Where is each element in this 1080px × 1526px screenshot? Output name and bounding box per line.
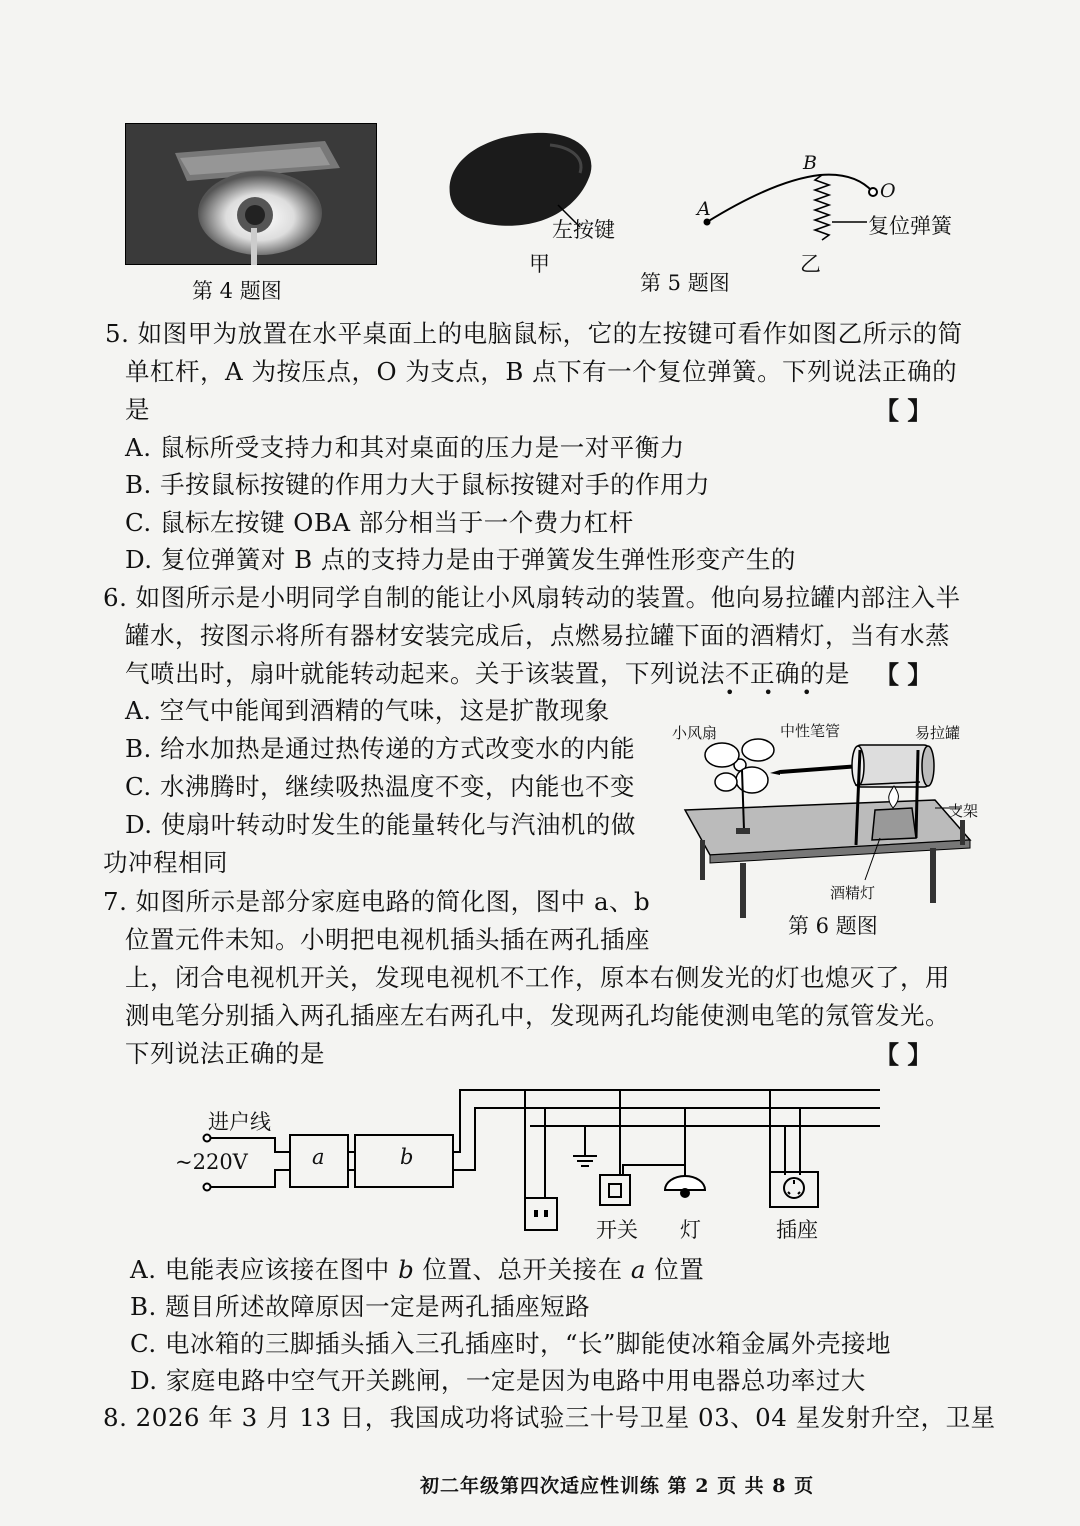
q7-stem-line4: 测电笔分别插入两孔插座左右两孔中，发现两孔均能使测电笔的氖管发光。 xyxy=(125,1001,950,1030)
fig4-photo xyxy=(125,123,377,265)
fig6-caption: 第 6 题图 xyxy=(788,914,878,938)
q6-emphasis-text: 不正确 xyxy=(725,659,800,688)
q6-stem-line3-start: 气喷出时，扇叶就能转动起来。关于该装置，下列说法 xyxy=(125,659,725,688)
q5-stem-line1: 5. 如图甲为放置在水平桌面上的电脑鼠标，它的左按键可看作如图乙所示的简 xyxy=(105,319,963,348)
q6-stem-line3-end: 的是 xyxy=(800,659,850,688)
q7-option-c: C. 电冰箱的三脚插头插入三孔插座时，“长”脚能使冰箱金属外壳接地 xyxy=(130,1329,891,1358)
q7-answer-bracket[interactable]: 【 】 xyxy=(875,1040,932,1069)
q8-stem-line1: 8. 2026 年 3 月 13 日，我国成功将试验三十号卫星 03、04 星发射升空，卫星 xyxy=(103,1403,996,1432)
q6-stem-line2: 罐水，按图示将所有器材安装完成后，点燃易拉罐下面的酒精灯，当有水蒸 xyxy=(125,621,950,650)
circuit-socket-label: 插座 xyxy=(776,1218,818,1242)
fig5-spring-label: 复位弹簧 xyxy=(868,214,952,238)
q6-stem-line1: 6. 如图所示是小明同学自制的能让小风扇转动的装置。他向易拉罐内部注入半 xyxy=(103,583,961,612)
q7-stem-line5: 下列说法正确的是 xyxy=(125,1039,325,1068)
q6-option-d-line2: 功冲程相同 xyxy=(103,848,228,877)
q7-option-b: B. 题目所述故障原因一定是两孔插座短路 xyxy=(130,1292,591,1321)
q6-option-a: A. 空气中能闻到酒精的气味，这是扩散现象 xyxy=(125,696,610,725)
q5-option-d: D. 复位弹簧对 B 点的支持力是由于弹簧发生弹性形变产生的 xyxy=(125,545,796,574)
q7-stem-line2: 位置元件未知。小明把电视机插头插在两孔插座 xyxy=(125,925,650,954)
fig5-right-caption: 乙 xyxy=(800,252,821,276)
q6-answer-bracket[interactable]: 【 】 xyxy=(875,660,932,689)
q7-option-a-end: 位置 xyxy=(645,1255,705,1284)
q5-stem-line2: 单杠杆，A 为按压点，O 为支点，B 点下有一个复位弹簧。下列说法正确的 xyxy=(125,357,958,386)
fig5-point-b: B xyxy=(803,152,817,174)
q5-option-b: B. 手按鼠标按键的作用力大于鼠标按键对手的作用力 xyxy=(125,470,711,499)
fig6-fan-label: 小风扇 xyxy=(672,724,718,742)
q7-stem-line1: 7. 如图所示是部分家庭电路的简化图，图中 a、b xyxy=(103,887,651,916)
fig6-can-label: 易拉罐 xyxy=(915,724,961,742)
fig5-lever-diagram xyxy=(695,150,895,250)
fig5-left-caption: 甲 xyxy=(529,252,550,276)
emphasis-dots: • • • xyxy=(725,683,824,702)
circuit-lamp-label: 灯 xyxy=(680,1218,701,1242)
fig4-caption: 第 4 题图 xyxy=(192,279,282,303)
q7-option-a-b: b xyxy=(398,1255,415,1284)
q7-option-a xyxy=(130,1251,704,1286)
q6-option-d-line1: D. 使扇叶转动时发生的能量转化与汽油机的做 xyxy=(125,810,636,839)
q5-option-a: A. 鼠标所受支持力和其对桌面的压力是一对平衡力 xyxy=(125,433,685,462)
q6-option-c: C. 水沸腾时，继续吸热温度不变，内能也不变 xyxy=(125,772,635,801)
q7-stem-line3: 上，闭合电视机开关，发现电视机不工作，原本右侧发光的灯也熄灭了，用 xyxy=(125,963,950,992)
q5-option-c: C. 鼠标左按键 OBA 部分相当于一个费力杠杆 xyxy=(125,508,634,537)
q7-option-d: D. 家庭电路中空气开关跳闸，一定是因为电路中用电器总功率过大 xyxy=(130,1366,866,1395)
fig5-caption: 第 5 题图 xyxy=(640,271,730,295)
circuit-box-b-label: b xyxy=(400,1145,414,1169)
circuit-voltage-label: ~220V xyxy=(175,1150,248,1174)
q6-emphasis-not-correct xyxy=(725,659,824,702)
circuit-inlet-label: 进户线 xyxy=(208,1110,271,1134)
circuit-box-a-label: a xyxy=(312,1145,325,1169)
q7-option-a-middle: 位置、总开关接在 xyxy=(414,1255,631,1284)
fig5-point-a: A xyxy=(697,198,711,220)
fig6-lamp-label: 酒精灯 xyxy=(830,884,876,902)
fig5-left-button-label: 左按键 xyxy=(552,218,615,242)
circuit-switch-label: 开关 xyxy=(596,1218,638,1242)
q6-option-b: B. 给水加热是通过热传递的方式改变水的内能 xyxy=(125,734,636,763)
q6-stem-line3 xyxy=(125,655,850,702)
q7-option-a-a: a xyxy=(630,1255,646,1284)
q7-option-a-start: A. 电能表应该接在图中 xyxy=(130,1255,399,1284)
fig5-point-o: O xyxy=(880,180,896,202)
q5-answer-bracket[interactable]: 【 】 xyxy=(875,396,932,425)
page-footer: 初二年级第四次适应性训练 第 2 页 共 8 页 xyxy=(420,1475,815,1497)
fig6-stand-label: 支架 xyxy=(948,802,979,820)
fig6-pen-label: 中性笔管 xyxy=(780,722,841,740)
q5-stem-line3: 是 xyxy=(125,395,150,424)
